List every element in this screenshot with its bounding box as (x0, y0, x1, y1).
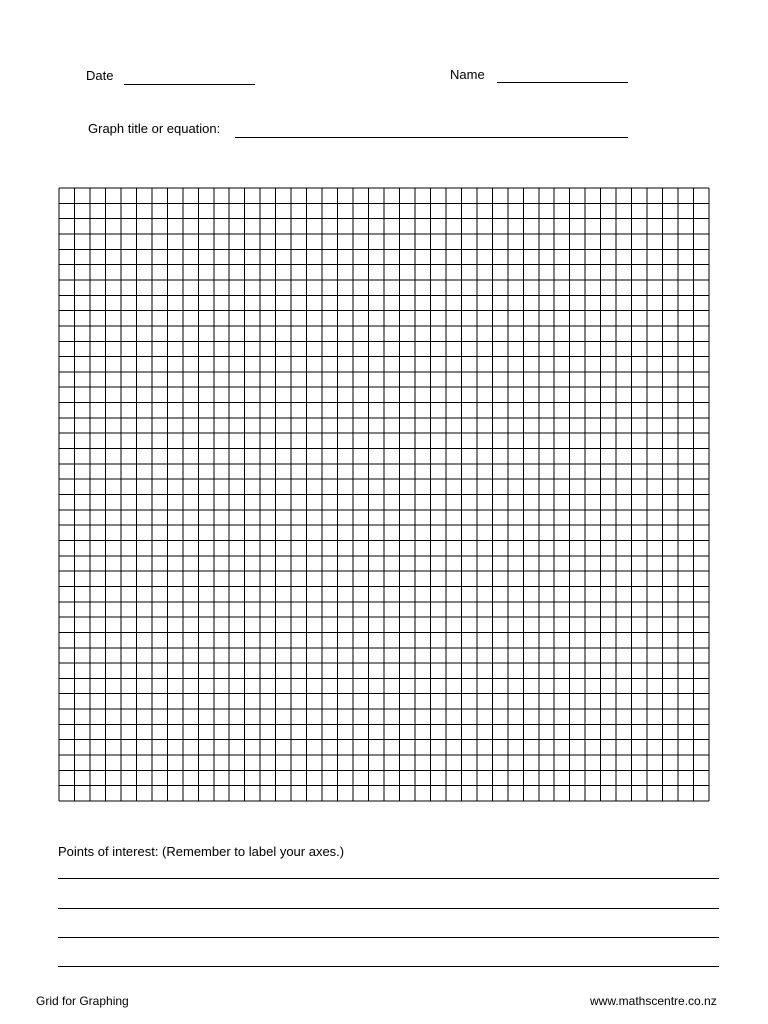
footer-website: www.mathscentre.co.nz (590, 994, 717, 1008)
graph-title-field-line[interactable] (235, 137, 628, 138)
points-of-interest-heading: Points of interest: (Remember to label your axes.) (58, 844, 345, 859)
graph-title-label: Graph title or equation: (88, 121, 221, 136)
name-label: Name (450, 67, 485, 82)
notes-line[interactable] (58, 878, 719, 879)
name-field-line[interactable] (497, 82, 628, 83)
notes-line[interactable] (58, 908, 719, 909)
graph-grid[interactable] (58, 187, 710, 802)
footer-title: Grid for Graphing (36, 994, 129, 1008)
date-field-line[interactable] (124, 84, 255, 85)
notes-line[interactable] (58, 937, 719, 938)
notes-line[interactable] (58, 966, 719, 967)
date-label: Date (86, 68, 114, 83)
